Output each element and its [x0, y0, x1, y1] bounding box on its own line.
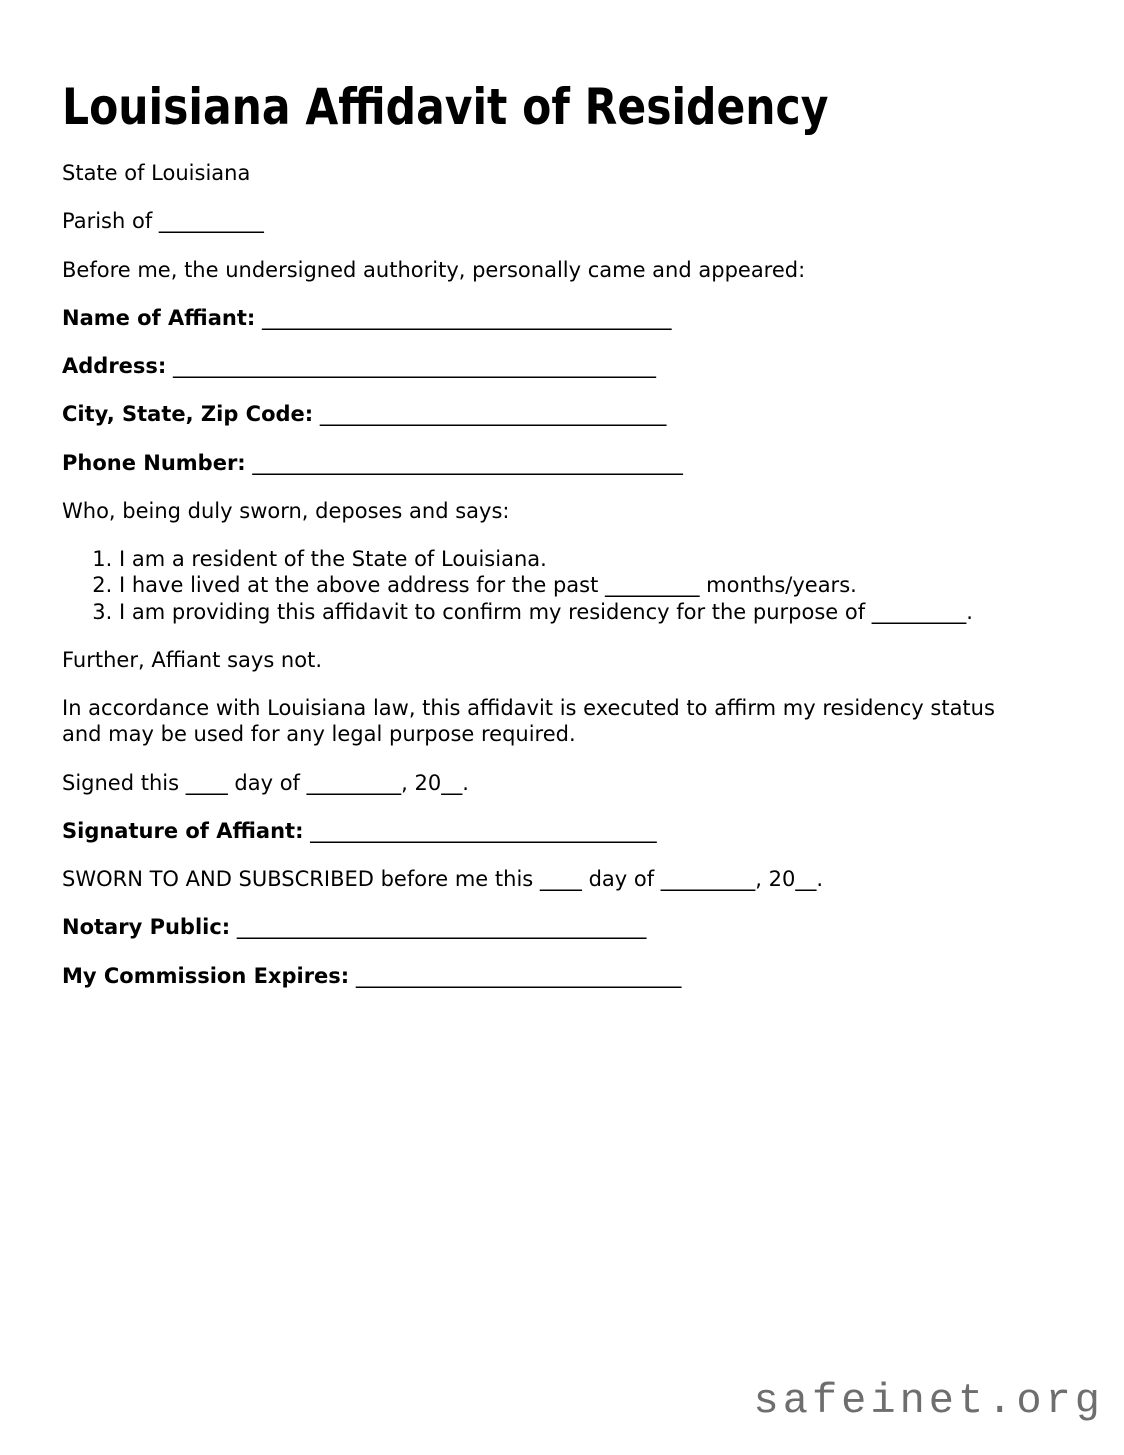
signed-date-line: Signed this ____ day of _________, 20__. — [62, 770, 469, 795]
sworn-subscribed-line: SWORN TO AND SUBSCRIBED before me this ____ day of _________, 20__. — [62, 867, 824, 891]
commission-expires-label: My Commission Expires: — [62, 963, 350, 988]
address-label: Address: — [62, 354, 167, 378]
statement-item-2: 2. I have lived at the above address for the past _________ months/years. — [119, 572, 1062, 598]
phone-number-blank-line: _________________________________________ — [252, 450, 683, 475]
further-line: Further, Affiant says not. — [62, 647, 322, 672]
city-state-zip-label: City, State, Zip Code: — [62, 402, 314, 427]
site-watermark: safeinet.org — [753, 1376, 1104, 1425]
parish-line — [62, 208, 1062, 234]
address-blank-line: ______________________________________________ — [173, 354, 657, 378]
document-title: Louisiana Affidavit of Residency — [62, 78, 829, 136]
commission-expires-blank-line: _______________________________ — [355, 963, 682, 988]
field-signature-of-affiant — [62, 818, 1062, 844]
parish-blank-line: __________ — [158, 209, 264, 234]
field-name-of-affiant — [62, 305, 1062, 331]
state-line: State of Louisiana — [62, 161, 251, 185]
parish-label: Parish of — [62, 209, 153, 234]
accordance-paragraph — [62, 695, 1062, 748]
notary-public-label: Notary Public: — [62, 915, 231, 940]
statement-item-3: 3. I am providing this affidavit to confirm my residency for the purpose of _________. — [119, 599, 1062, 625]
accordance-line-1: In accordance with Louisiana law, this affidavit is executed to affirm my residency status — [62, 696, 995, 720]
accordance-line-2: and may be used for any legal purpose required. — [62, 722, 576, 747]
appearance-line: Before me, the undersigned authority, personally came and appeared: — [62, 257, 806, 282]
name-of-affiant-blank-line: _______________________________________ — [261, 305, 672, 330]
field-phone-number — [62, 450, 1062, 476]
signature-of-affiant-label: Signature of Affiant: — [62, 818, 304, 843]
field-address — [62, 353, 1062, 379]
notary-public-blank-line: _______________________________________ — [236, 915, 647, 940]
statement-item-1: 1. I am a resident of the State of Louisiana. — [119, 546, 1062, 572]
field-notary-public — [62, 914, 1062, 940]
sworn-intro-line: Who, being duly sworn, deposes and says: — [62, 498, 510, 523]
name-of-affiant-label: Name of Affiant: — [62, 305, 256, 330]
field-commission-expires — [62, 963, 1062, 989]
field-city-state-zip — [62, 401, 1062, 427]
statements-list — [62, 546, 1062, 625]
phone-number-label: Phone Number: — [62, 450, 246, 475]
city-state-zip-blank-line: _________________________________ — [319, 402, 667, 427]
signature-of-affiant-blank-line: _________________________________ — [310, 818, 657, 843]
